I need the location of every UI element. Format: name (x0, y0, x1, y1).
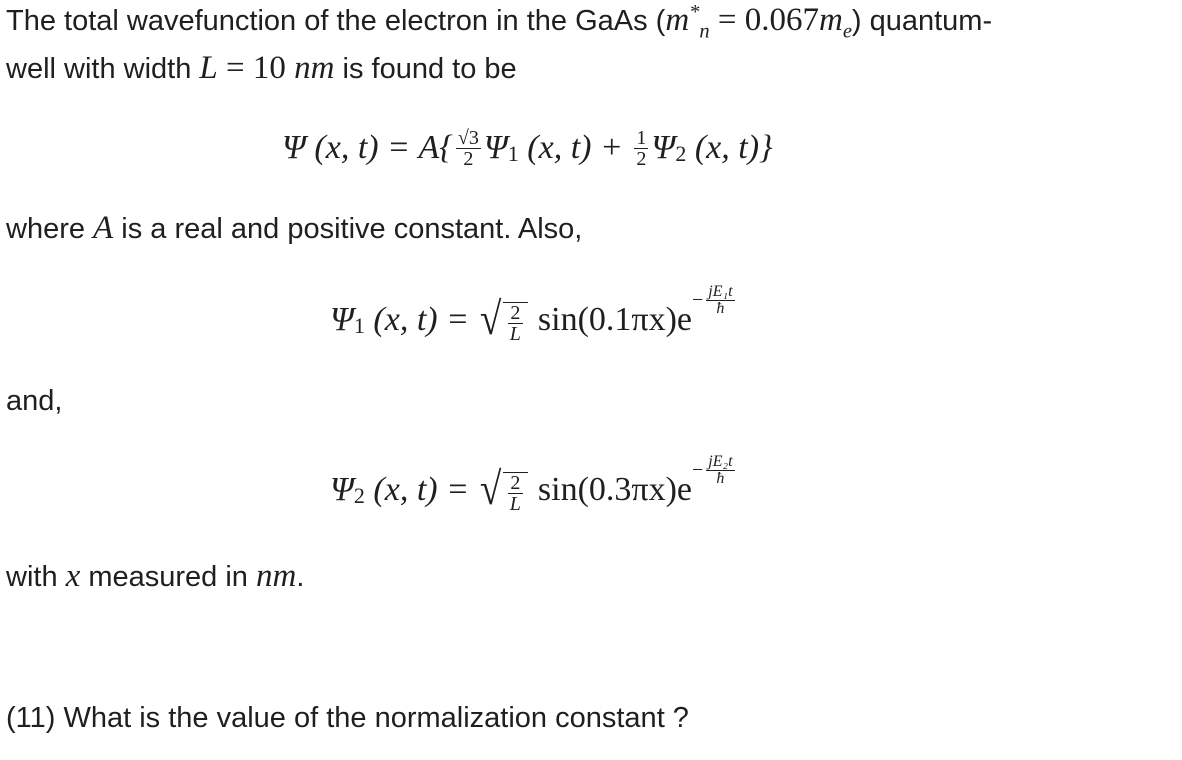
psi2-equation: Ψ $_2$ (x, t) = √ $\frac{2}{L}$ sin(0.3πx)e − $\frac{\text{jE₂t}}{ħ}$ (330, 455, 738, 525)
psi2-lhs-symbol: Ψ (330, 471, 354, 508)
nm-unit: nm (256, 558, 297, 594)
nm-unit: nm (294, 50, 335, 86)
total-wavefunction-equation: Ψ (x, t) = A{ $\frac{√3}{2}$ Ψ $_1$ (x, t) + $\frac{1}{2}$ Ψ $_2$ (x, t)} (282, 126, 773, 170)
total-eq-args2: (x, t)} (686, 129, 773, 166)
intro-text-2: ) quantum- (851, 5, 993, 37)
with-line: with x measured in nm. (6, 558, 305, 594)
intro-text-1: The total wavefunction of the electron in the GaAs ( (6, 5, 666, 37)
psi1-exponent: − $\frac{\text{jE₁t}}{ħ}$ (692, 282, 733, 317)
intro-text-3: well with width (6, 53, 200, 85)
psi1-symbol: Ψ (483, 129, 508, 166)
x-symbol: x (65, 558, 81, 594)
where-line: where A is a real and positive constant. Also, (6, 210, 583, 246)
question-text: (11) What is the value of the normalization constant ? (6, 702, 689, 734)
width-value: = 10 (217, 50, 295, 86)
psi2-sine-term: sin(0.3πx)e (537, 471, 692, 508)
psi2-symbol: Ψ (651, 129, 676, 166)
sqrt3-over-2-fraction: $\frac{√3}{2}$ (457, 126, 479, 170)
effective-mass-value: = 0.067 (709, 2, 819, 38)
width-symbol: L (199, 50, 218, 86)
A-symbol: A (93, 210, 114, 246)
intro-text-4: is found to be (334, 53, 517, 85)
total-eq-args1: (x, t) + (518, 129, 632, 166)
psi1-equation: Ψ $_1$ (x, t) = √ $\frac{2}{L}$ sin(0.1πx)e − $\frac{\text{jE₁t}}{ħ}$ (330, 285, 738, 355)
effective-mass-symbol: $m^*_n$ (665, 1, 710, 43)
psi1-lhs-symbol: Ψ (330, 301, 354, 338)
psi2-exponent: − $\frac{\text{jE₂t}}{ħ}$ (692, 452, 733, 487)
one-half-fraction: $\frac{1}{2}$ (636, 126, 647, 170)
and-text: and, (6, 385, 63, 417)
psi1-sine-term: sin(0.1πx)e (537, 301, 692, 338)
electron-mass-symbol: $m_e$ (818, 2, 852, 43)
sqrt-2-over-L: √ $\frac{2}{L}$ (478, 296, 528, 344)
intro-line-1 (6, 1, 993, 43)
sqrt-2-over-L: √ $\frac{2}{L}$ (478, 466, 528, 514)
intro-line-2 (6, 50, 517, 87)
total-eq-lhs: Ψ (x, t) = A{ (282, 129, 453, 166)
